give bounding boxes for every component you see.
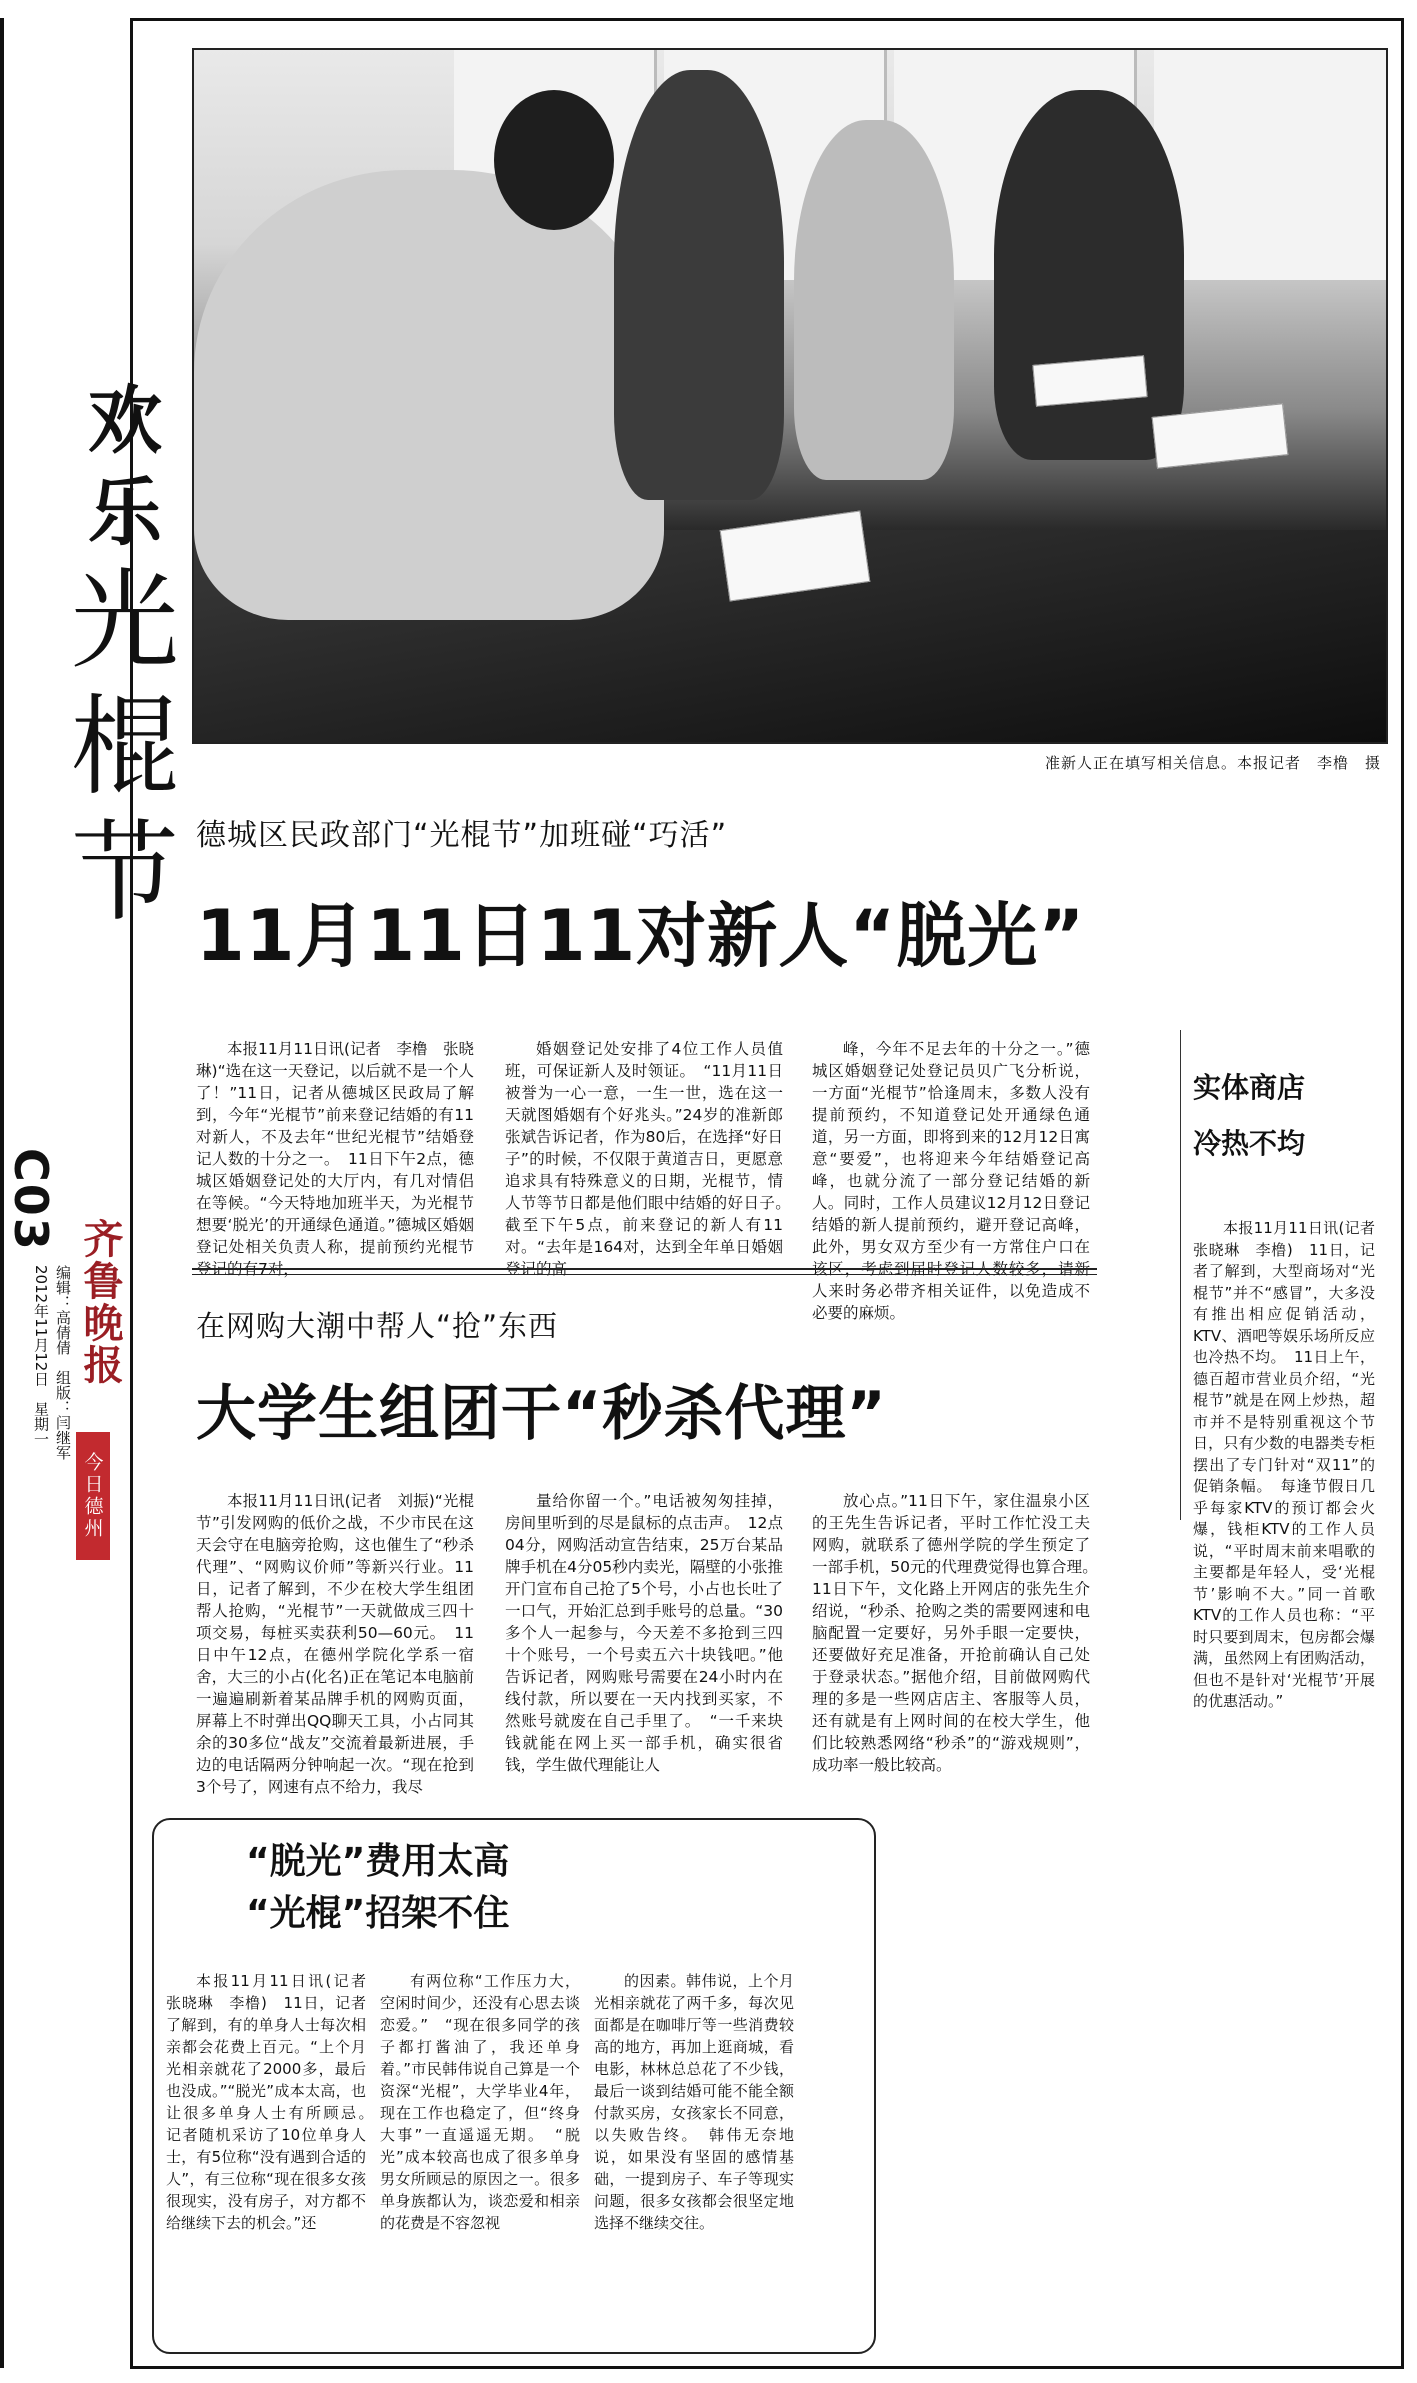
article-paragraph: 量给你留一个。”电话被匆匆挂掉，房间里听到的尽是鼠标的点击声。 12点04分，网购活动宣告结束，25万台某品牌手机在4分05秒内卖光，隔壁的小张推开门宣布自己抢了5个号，小占也长吐了一口气，开始汇总到手账号的总量。“30多个人一起参与，今天差不多抢到三四十个账号，一个号卖五六十块钱吧。”他告诉记者，网购账号需要在24小时内在线付款，所以要在一天内找到买家，不然账号就废在自己手里了。 “一千来块钱就能在网上买一部手机，确实很省钱，学生做代理能让人 xyxy=(505,1492,783,1774)
article3-title-line2: “光棍”招架不住 xyxy=(246,1893,510,1934)
sidebar-divider xyxy=(1180,1030,1181,1520)
photo-window xyxy=(1154,50,1388,280)
article1-headline: 11月11日11对新人“脱光” xyxy=(196,895,1086,977)
article-paragraph: 本报11月11日讯(记者 刘振)“光棍节”引发网购的低价之战，不少市民在这天会守在电脑旁抢购，这也催生了“秒杀代理”、“网购议价师”等新兴行业。11日，记者了解到，不少在校大学生组团帮人抢购，“光棍节”一天就做成三四十项交易，每桩买卖获利50—60元。 11日中午12点，在德州学院化学系一宿舍，大三的小占(化名)正在笔记本电脑前一遍遍刷新着某品牌手机的网购页面，屏幕上不时弹出QQ聊天工具，小占同其余的30多位“战友”交流着最新进展，手边的电话隔两分钟响起一次。“现在抢到3个号了，网速有点不给力，我尽 xyxy=(196,1492,474,1796)
section-title-char: 节 xyxy=(70,811,179,936)
section-title-char: 欢 xyxy=(88,378,162,464)
photo-person xyxy=(194,170,664,620)
article1-col1 xyxy=(196,1038,474,1280)
photo-person xyxy=(794,120,954,480)
article2-col2 xyxy=(505,1490,783,1776)
article2-kicker: 在网购大潮中帮人“抢”东西 xyxy=(196,1309,559,1343)
section-title xyxy=(70,375,180,937)
section-badge: 今日德州 xyxy=(76,1432,110,1560)
editor-names: 编辑：高倩倩 组版：闫继军 xyxy=(54,1265,72,1460)
photo-person-head xyxy=(494,90,614,230)
article2-col1 xyxy=(196,1490,474,1798)
article-paragraph: 的因素。韩伟说，上个月光相亲就花了两千多，每次见面都是在咖啡厅等一些消费较高的地方，再加上逛商城，看电影，林林总总花了不少钱，最后一谈到结婚可能不能全额付款买房，女孩家长不同意，以失败告终。 韩伟无奈地说，如果没有坚固的感情基础，一提到房子、车子等现实问题，很多女孩都会很坚定地选择不继续交往。 xyxy=(594,1972,794,2232)
section-title-char: 乐 xyxy=(88,470,162,556)
article-divider xyxy=(192,1268,1097,1270)
article1-kicker: 德城区民政部门“光棍节”加班碰“巧活” xyxy=(196,818,728,853)
article-paragraph: 峰，今年不足去年的十分之一。”德城区婚姻登记处登记员贝广飞分析说，一方面“光棍节”恰逢周末，多数人没有提前预约，不知道登记处开通绿色通道，另一方面，即将到来的12月12日寓意“要爱”，也将迎来今年结婚登记高峰，也就分流了一部分登记结婚的新人。同时，工作人员建议12月12日登记结婚的新人提前预约，避开登记高峰，此外，男女双方至少有一方常住户口在该区，考虑到届时登记人数较多，请新人来时务必带齐相关证件，以免造成不必要的麻烦。 xyxy=(812,1040,1090,1322)
sidebar-body xyxy=(1193,1218,1391,1713)
article-paragraph: 本报11月11日讯(记者 李橹 张晓琳)“选在这一天登记，以后就不是一个人了！”11日，记者从德城区民政局了解到，今年“光棍节”前来登记结婚的有11对新人，不及去年“世纪光棍节”结婚登记人数的十分之一。 11日下午2点，德城区婚姻登记处的大厅内，有几对情侣在等候。“今天特地加班半天，为光棍节想要‘脱光’的开通绿色通道。”德城区婚姻登记处相关负责人称，提前预约光棍节登记的有7对， xyxy=(196,1040,474,1278)
article2-headline: 大学生组团干“秒杀代理” xyxy=(196,1379,887,1449)
photo-person xyxy=(994,90,1184,460)
page-code: C03 xyxy=(4,1148,58,1252)
issue-date: 2012年11月12日 星期一 xyxy=(32,1265,50,1447)
news-photo xyxy=(192,48,1388,744)
article2-col3 xyxy=(812,1490,1106,1776)
article3-col3 xyxy=(594,1970,794,2234)
article3-col2 xyxy=(380,1970,580,2234)
photo-caption: 准新人正在填写相关信息。本报记者 李橹 摄 xyxy=(1044,754,1381,772)
article-paragraph: 本报11月11日讯(记者 张晓琳 李橹) 11日，记者了解到，有的单身人士每次相亲都会花费上百元。“上个月光相亲就花了2000多，最后也没成。”“脱光”成本太高，也让很多单身人士有所顾忌。 记者随机采访了10位单身人士，有5位称“没有遇到合适的人”，有三位称“现在很多女孩很现实，没有房子，对方都不给继续下去的机会。”还 xyxy=(166,1972,382,2232)
article1-col3 xyxy=(812,1038,1090,1324)
newspaper-logo: 齐鲁晚报 xyxy=(77,1218,124,1386)
article-paragraph: 有两位称“工作压力大，空闲时间少，还没有心思去谈恋爱。” “现在很多同学的孩子都打酱油了，我还单身着。”市民韩伟说自己算是一个资深“光棍”，大学毕业4年，现在工作也稳定了，但“终身大事”一直遥遥无期。 “脱光”成本较高也成了很多单身男女所顾忌的原因之一。很多单身族都认为，谈恋爱和相亲的花费是不容忽视 xyxy=(380,1972,580,2232)
sidebar-headline-line1: 实体商店 xyxy=(1193,1071,1306,1104)
article-paragraph: 本报11月11日讯(记者 张晓琳 李橹) 11日，记者了解到，大型商场对“光棍节”并不“感冒”，大多没有推出相应促销活动，KTV、酒吧等娱乐场所反应也冷热不均。 11日上午，德百超市营业员介绍，“光棍节”就是在网上炒热，超市并不是特别重视这个节日，只有少数的电器类专柜摆出了专门针对“双11”的促销条幅。 每逢节假日几乎每家KTV的预订都会火爆，钱柜KTV的工作人员说，“平时周末前来唱歌的主要都是年轻人，受‘光棍节’影响不大。”同一首歌KTV的工作人员也称：“平时只要到周末，包房都会爆满，虽然网上有团购活动，但也不是针对‘光棍节’开展的优惠活动。” xyxy=(1193,1219,1391,1710)
article-paragraph: 婚姻登记处安排了4位工作人员值班，可保证新人及时领证。 “11月11日被誉为一心一意，一生一世，选在这一天就图婚姻有个好兆头。”24岁的准新郎张斌告诉记者，作为80后，在选择“好日子”的时候，不仅限于黄道吉日，更愿意追求具有特殊意义的日期，光棍节，情人节等节日都是他们眼中结婚的好日子。 截至下午5点，前来登记的新人有11对。“去年是164对，达到全年单日婚姻登记的高 xyxy=(505,1040,799,1278)
article3-title-line1: “脱光”费用太高 xyxy=(246,1841,510,1882)
article-divider xyxy=(192,1274,1097,1275)
editor-credit xyxy=(30,1265,74,1525)
sidebar-headline-line2: 冷热不均 xyxy=(1193,1127,1306,1160)
section-title-char: 光 xyxy=(70,559,179,684)
article-paragraph: 放心点。”11日下午，家住温泉小区的王先生告诉记者，平时工作忙没工夫网购，就联系了德州学院的学生预定了一部手机，50元的代理费觉得也算合理。 11日下午，文化路上开网店的张先生介绍说，“秒杀、抢购之类的需要网速和电脑配置一定要好，另外手眼一定要快，还要做好充足准备，开抢前确认自己处于登录状态。”据他介绍，目前做网购代理的多是一些网店店主、客服等人员，还有就是有上网时间的在校大学生，他们比较熟悉网络“秒杀”的“游戏规则”，成功率一般比较高。 xyxy=(812,1492,1106,1774)
photo-person xyxy=(614,70,784,500)
article1-col2 xyxy=(505,1038,799,1280)
article3-col1 xyxy=(166,1970,382,2234)
section-title-char: 棍 xyxy=(70,685,179,810)
